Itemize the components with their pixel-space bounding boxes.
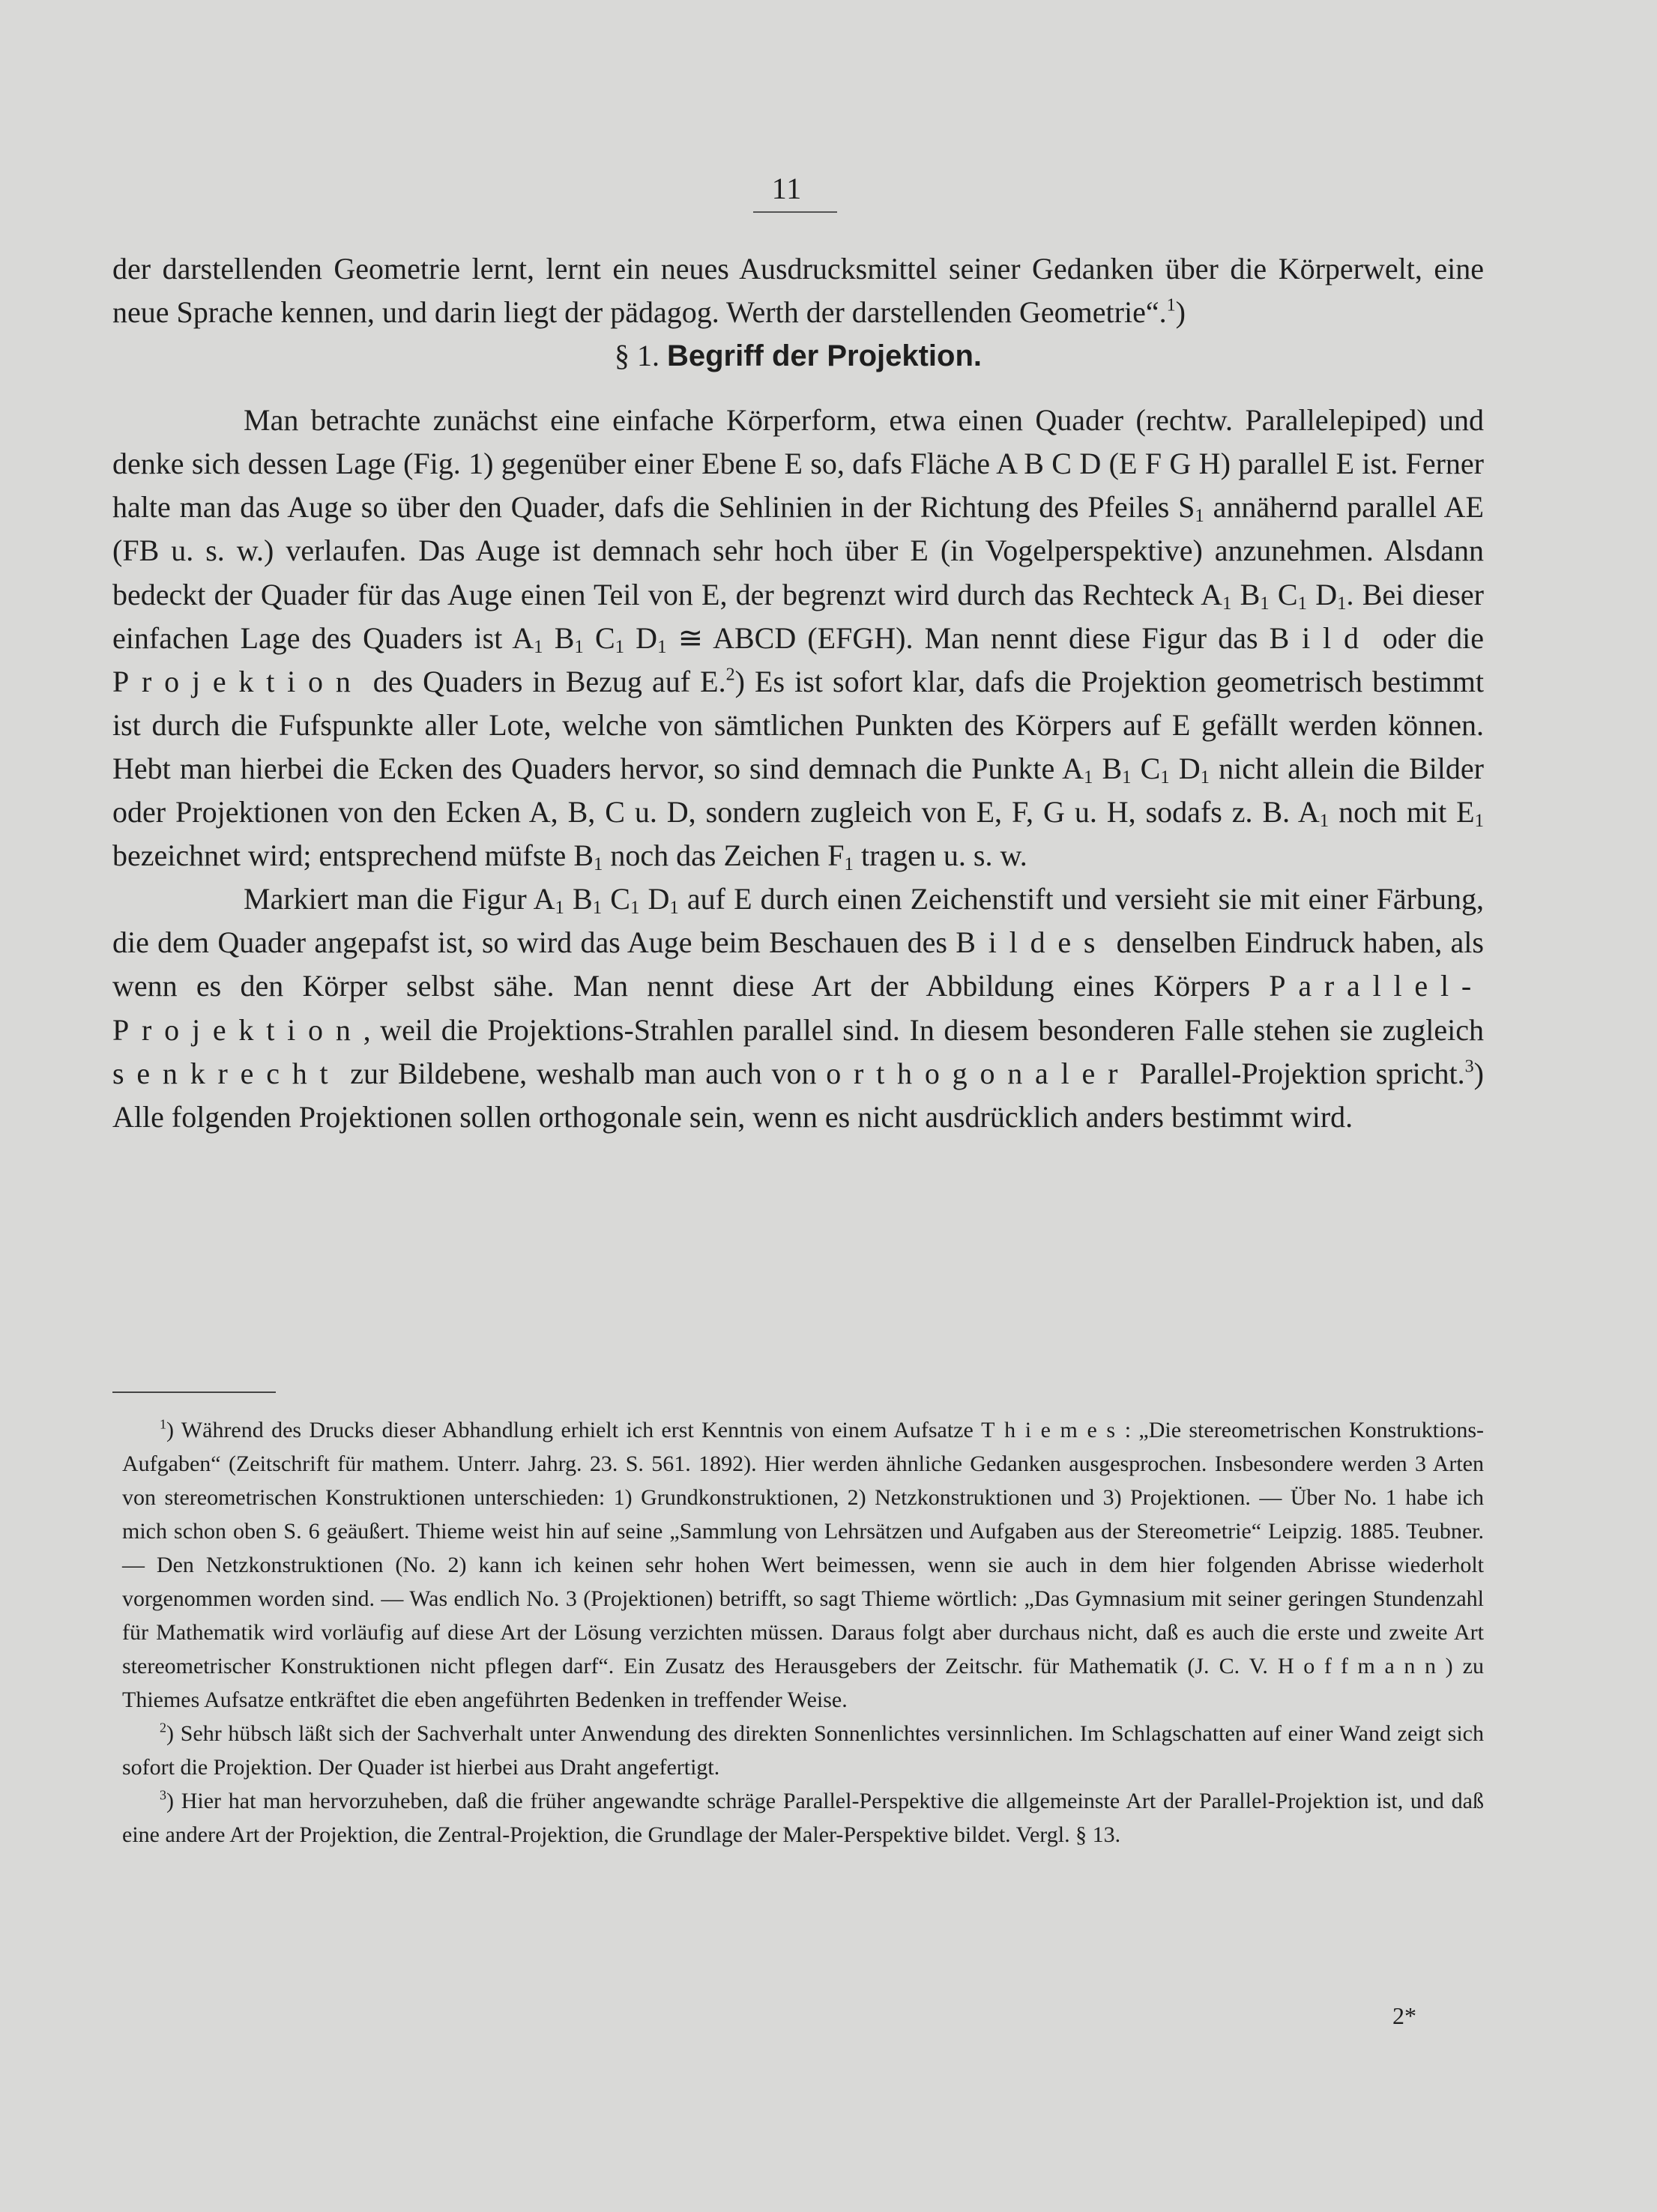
section-title: Begriff der Projektion. [666, 339, 983, 373]
emphasis-projektion: Projektion [112, 664, 363, 698]
footnote-3: $^3$) Hier hat man hervorzuheben, daß die früher angewandte schräge Parallel-Perspektive die allgemeinste Art der Parallel-Projektion ist, und daß eine andere Art der Projektion, die Zentral-Projektion, die Grundlage der Maler-Perspektive bildet. Vergl. § 13. [122, 1787, 1484, 1847]
footnote-ref-2[interactable]: 2 [725, 665, 735, 685]
footnote-separator [112, 1391, 276, 1393]
page-number: 11 [771, 172, 803, 205]
emphasis-senkrecht: senkrecht [112, 1056, 341, 1090]
footnote-ref-1[interactable]: 1 [1166, 295, 1176, 315]
page-number-rule [753, 211, 837, 213]
emphasis-bildes: Bildes [956, 925, 1108, 960]
paragraph-continued: der darstellenden Geometrie lernt, lernt ein neues Ausdrucksmittel seiner Gedanken über die Körperwelt, eine neue Sprache kennen, und darin liegt der pädagog. Werth der darstellenden Geometrie“.$^1$) [112, 252, 1484, 330]
emphasis-bild: Bild [1269, 620, 1371, 655]
emphasis-orthogonaler: orthogonaler [826, 1056, 1131, 1090]
main-text [112, 247, 1484, 1139]
emphasis-hoffmann: Hoffmann [1278, 1654, 1446, 1678]
emphasis-thiemes: Thiemes [981, 1418, 1125, 1442]
paragraph-1: Man betrachte zunächst eine einfache Körperform, etwa einen Quader (rechtw. Parallelepiped) und denke sich dessen Lage (Fig. 1) gegenüber einer Ebene E so, dafs Fläche A B C D (E F G H) parallel E ist. Ferner halte man das Auge so über den Quader, dafs die Sehlinien in der Richtung des Pfeiles $S_1$ annähernd parallel AE (FB u. s. w.) verlaufen. Das Auge ist demnach sehr hoch über E (in Vogelperspektive) anzunehmen. Alsdann bedeckt der Quader für das Auge einen Teil von E, der begrenzt wird durch das Rechteck $A_1$ $B_1$ $C_1$ $D_1$. Bei dieser einfachen Lage des Quaders ist $A_1$ $B_1$ $C_1$ $D_1$ ≅ ABCD (EFGH). Man nennt diese Figur das Bild oder die Projektion des Quaders in Bezug auf E.$^2$) Es ist sofort klar, dafs die Projektion geometrisch bestimmt ist durch die Fufspunkte aller Lote, welche von sämtlichen Punkten des Körpers auf E gefällt werden können. Hebt man hierbei die Ecken des Quaders hervor, so sind demnach die Punkte $A_1$ $B_1$ $C_1$ $D_1$ nicht allein die Bilder oder Projektionen von den Ecken A, B, C u. D, sondern zugleich von E, F, G u. H, sodafs z. B. $A_1$ noch mit $E_1$ bezeichnet wird; entsprechend müfste $B_1$ noch das Zeichen $F_1$ tragen u. s. w. [112, 403, 1485, 875]
footnote-ref-3[interactable]: 3 [1464, 1057, 1474, 1076]
printer-signature: 2* [1392, 2002, 1416, 2029]
emphasis-parallel-projektion: Parallel-Projektion [112, 969, 1484, 1047]
footnotes [122, 1413, 1484, 1852]
section-number: § 1. [614, 339, 660, 373]
paragraph-2: Markiert man die Figur $A_1$ $B_1$ $C_1$ $D_1$ auf E durch einen Zeichenstift und versieht sie mit einer Färbung, die dem Quader angepafst ist, so wird das Auge beim Beschauen des Bildes denselben Eindruck haben, als wenn es den Körper selbst sähe. Man nennt diese Art der Abbildung eines Körpers Parallel-Projektion, weil die Projektions-Strahlen parallel sind. In diesem besonderen Falle stehen sie zugleich senkrecht zur Bildebene, weshalb man auch von orthogonaler Parallel-Projektion spricht.$^3$) Alle folgenden Projektionen sollen orthogonale sein, wenn es nicht ausdrücklich anders bestimmt wird. [112, 882, 1484, 1134]
footnote-1: $^1$) Während des Drucks dieser Abhandlung erhielt ich erst Kenntnis von einem Aufsatze Thiemes: „Die stereometrischen Konstruktions-Aufgaben“ (Zeitschrift für mathem. Unterr. Jahrg. 23. S. 561. 1892). Hier werden ähnliche Gedanken ausgesprochen. Insbesondere werden 3 Arten von stereometrischen Konstruktionen unterschieden: 1) Grundkonstruktionen, 2) Netzkonstruktionen und 3) Projektionen. — Über No. 1 habe ich mich schon oben S. 6 geäußert. Thieme weist hin auf seine „Sammlung von Lehrsätzen und Aufgaben aus der Stereometrie“ Leipzig. 1885. Teubner. — Den Netzkonstruktionen (No. 2) kann ich keinen sehr hohen Wert beimessen, wenn sie auch in dem hier folgenden Abrisse wiederholt vorgenommen worden sind. — Was endlich No. 3 (Projektionen) betrifft, so sagt Thieme wörtlich: „Das Gymnasium mit seiner geringen Stundenzahl für Mathematik wird vorläufig auf diese Art der Lösung verzichten müssen. Daraus folgt aber durchaus nicht, daß es auch die erste und zweite Art stereometrischer Konstruktionen nicht pflegen darf“. Ein Zusatz des Herausgebers der Zeitschr. für Mathematik (J. C. V. Hoffmann) zu Thiemes Aufsatze entkräftet die eben angeführten Bedenken in treffender Weise. [122, 1416, 1484, 1712]
section-heading [112, 334, 1484, 378]
footnote-2: $^2$) Sehr hübsch läßt sich der Sachverhalt unter Anwendung des direkten Sonnenlichtes versinnlichen. Im Schlagschatten auf einer Wand zeigt sich sofort die Projektion. Der Quader ist hierbei aus Draht angefertigt. [122, 1720, 1484, 1780]
